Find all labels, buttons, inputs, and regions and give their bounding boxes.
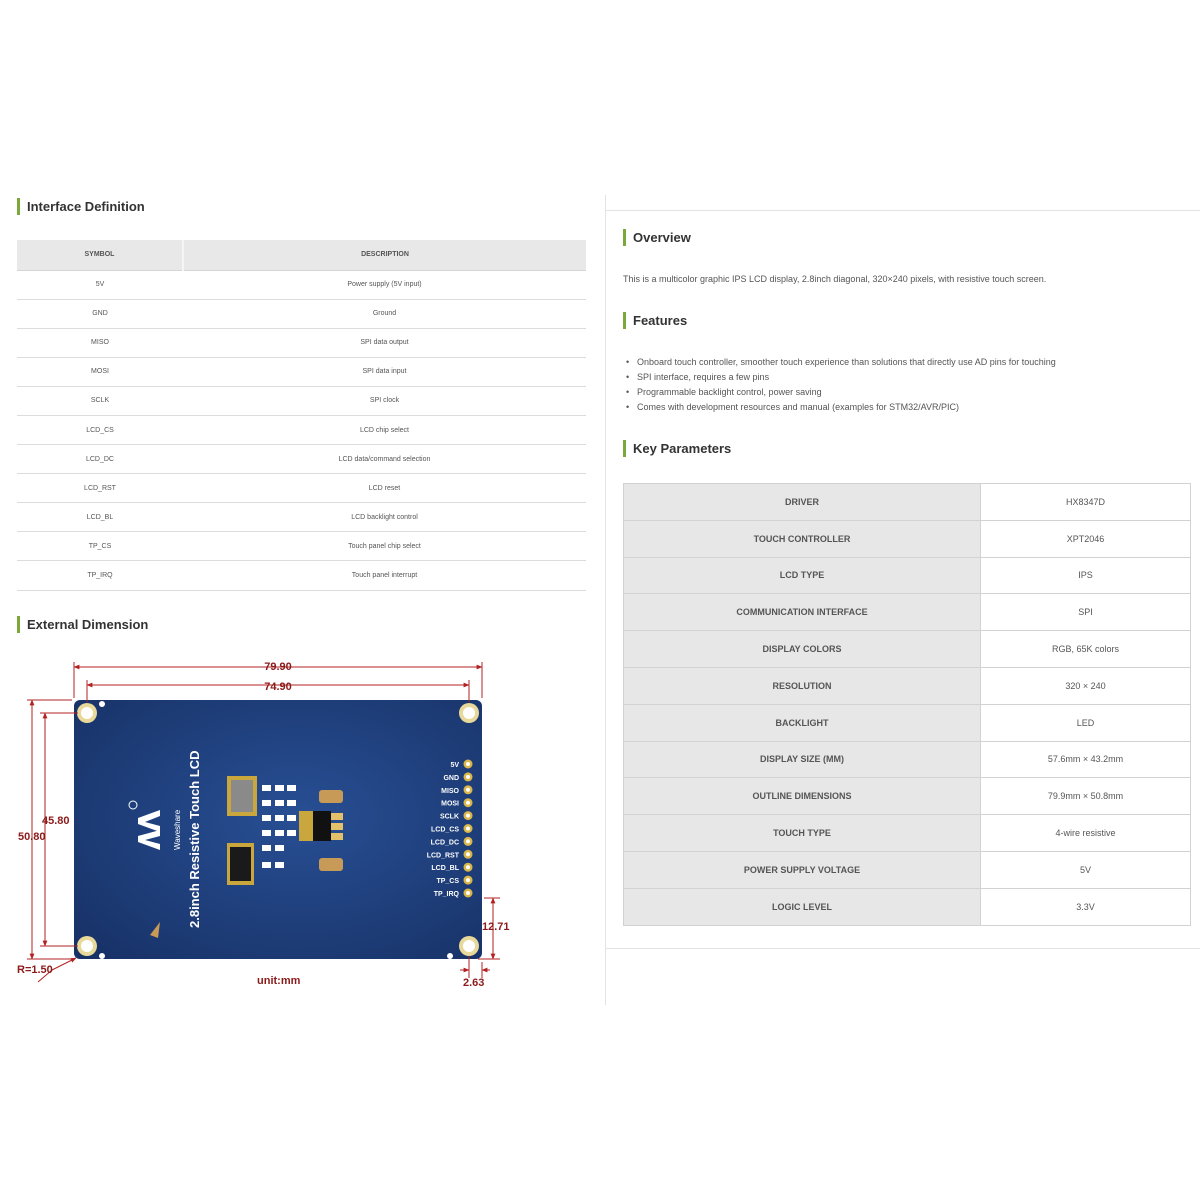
- pin-symbol: LCD_RST: [17, 474, 183, 503]
- column-divider: [605, 195, 606, 1005]
- interface-table-row: [17, 415, 586, 444]
- pin-label: 5V: [450, 762, 459, 769]
- parameter-value: 3.3V: [981, 888, 1191, 925]
- pin-description: Ground: [183, 299, 586, 328]
- overview-text: This is a multicolor graphic IPS LCD display, 2.8inch diagonal, 320×240 pixels, with resistive touch screen.: [623, 274, 1047, 284]
- parameter-row: [624, 484, 1191, 521]
- parameter-name: LCD TYPE: [624, 557, 981, 594]
- parameter-value: 79.9mm × 50.8mm: [981, 778, 1191, 815]
- pcb-board: [74, 700, 482, 959]
- ic-chip-bottom: [227, 843, 254, 885]
- pin-label: LCD_RST: [426, 852, 459, 860]
- interface-table-row: [17, 561, 586, 590]
- brand-group: [173, 809, 182, 850]
- pin-hole: [466, 878, 470, 882]
- hole-offset-v-label: 12.71: [482, 921, 510, 933]
- height-outer-label: 50.80: [18, 831, 46, 843]
- parameter-name: COMMUNICATION INTERFACE: [624, 594, 981, 631]
- parameter-row: [624, 741, 1191, 778]
- unit-label: unit:mm: [257, 975, 301, 987]
- pin-hole: [466, 865, 470, 869]
- pin-hole: [466, 827, 470, 831]
- parameter-row: [624, 815, 1191, 852]
- pin-symbol: GND: [17, 299, 183, 328]
- feature-item: • Comes with development resources and manual (examples for STM32/AVR/PIC): [623, 402, 1056, 417]
- parameter-value: LED: [981, 704, 1191, 741]
- pin-label: MISO: [441, 787, 459, 795]
- pin-label: SCLK: [439, 813, 459, 821]
- pin-hole: [466, 801, 470, 805]
- parameter-value: RGB, 65K colors: [981, 631, 1191, 668]
- symbol-column-header: SYMBOL: [17, 240, 183, 270]
- parameter-value: XPT2046: [981, 520, 1191, 557]
- pin-symbol: TP_CS: [17, 532, 183, 561]
- parameter-value: IPS: [981, 557, 1191, 594]
- pin-description: SPI data output: [183, 328, 586, 357]
- bottom-rule: [605, 948, 1200, 949]
- parameter-row: [624, 594, 1191, 631]
- parameter-name: TOUCH CONTROLLER: [624, 520, 981, 557]
- parameter-value: 5V: [981, 851, 1191, 888]
- parameter-row: [624, 631, 1191, 668]
- description-column-header: DESCRIPTION: [183, 240, 586, 270]
- hole-offset-h-label: 2.63: [463, 977, 485, 989]
- parameter-row: [624, 667, 1191, 704]
- external-dimension-heading: External Dimension: [17, 616, 148, 633]
- pin-symbol: 5V: [17, 270, 183, 299]
- pin-label: LCD_DC: [430, 839, 459, 847]
- pin-hole: [466, 762, 470, 766]
- parameter-value: 4-wire resistive: [981, 815, 1191, 852]
- pin-hole: [466, 775, 470, 779]
- parameter-value: SPI: [981, 594, 1191, 631]
- pin-symbol: LCD_CS: [17, 415, 183, 444]
- interface-table-row: [17, 532, 586, 561]
- pin-description: LCD data/command selection: [183, 445, 586, 474]
- parameter-row: [624, 778, 1191, 815]
- features-heading: Features: [623, 312, 687, 329]
- feature-item: • Onboard touch controller, smoother touch experience than solutions that directly use AD pins for touching: [623, 357, 1056, 372]
- parameter-row: [624, 704, 1191, 741]
- pin-label: MOSI: [441, 800, 459, 808]
- parameter-value: 57.6mm × 43.2mm: [981, 741, 1191, 778]
- pin-description: Power supply (5V input): [183, 270, 586, 299]
- feature-item: • Programmable backlight control, power saving: [623, 387, 1056, 402]
- pin-label: LCD_CS: [430, 826, 459, 834]
- feature-item: • SPI interface, requires a few pins: [623, 372, 1056, 387]
- pin-hole: [466, 891, 470, 895]
- pin-description: LCD reset: [183, 474, 586, 503]
- overview-heading: Overview: [623, 229, 691, 246]
- pin-label: GND: [443, 774, 459, 782]
- parameter-name: RESOLUTION: [624, 667, 981, 704]
- brand-text: Waveshare: [173, 809, 182, 850]
- interface-table-row: [17, 445, 586, 474]
- height-inner-label: 45.80: [42, 815, 70, 827]
- parameter-row: [624, 557, 1191, 594]
- parameter-name: BACKLIGHT: [624, 704, 981, 741]
- interface-table-row: [17, 357, 586, 386]
- key-parameters-table: [623, 483, 1191, 926]
- pin-symbol: MOSI: [17, 357, 183, 386]
- parameter-name: DISPLAY SIZE (MM): [624, 741, 981, 778]
- parameter-name: LOGIC LEVEL: [624, 888, 981, 925]
- parameter-row: [624, 520, 1191, 557]
- board-title: 2.8inch Resistive Touch LCD: [187, 750, 202, 928]
- pin-label: TP_IRQ: [433, 891, 459, 898]
- pin-hole: [466, 788, 470, 792]
- key-parameters-heading: Key Parameters: [623, 440, 731, 457]
- pin-symbol: TP_IRQ: [17, 561, 183, 590]
- interface-table-row: [17, 474, 586, 503]
- pin-symbol: MISO: [17, 328, 183, 357]
- width-outer-label: 79.90: [264, 661, 292, 673]
- top-rule: [605, 210, 1200, 211]
- dimension-drawing: [0, 640, 600, 1000]
- interface-table-row: [17, 328, 586, 357]
- pin-symbol: SCLK: [17, 386, 183, 415]
- pin-symbol: LCD_BL: [17, 503, 183, 532]
- pin-description: Touch panel chip select: [183, 532, 586, 561]
- pin-symbol: LCD_DC: [17, 445, 183, 474]
- parameter-name: OUTLINE DIMENSIONS: [624, 778, 981, 815]
- width-inner-label: 74.90: [264, 681, 292, 693]
- parameter-name: TOUCH TYPE: [624, 815, 981, 852]
- interface-table-row: [17, 299, 586, 328]
- parameter-value: HX8347D: [981, 484, 1191, 521]
- parameter-name: POWER SUPPLY VOLTAGE: [624, 851, 981, 888]
- parameter-row: [624, 851, 1191, 888]
- parameter-value: 320 × 240: [981, 667, 1191, 704]
- pin-hole: [466, 814, 470, 818]
- parameter-name: DISPLAY COLORS: [624, 631, 981, 668]
- ic-chip-top: [227, 776, 257, 816]
- pin-description: LCD chip select: [183, 415, 586, 444]
- pin-label: TP_CS: [436, 878, 459, 886]
- interface-definition-heading: Interface Definition: [17, 198, 145, 215]
- interface-table-header: [17, 240, 586, 270]
- radius-label: R=1.50: [17, 964, 53, 976]
- pin-description: SPI data input: [183, 357, 586, 386]
- pin-description: LCD backlight control: [183, 503, 586, 532]
- pin-description: Touch panel interrupt: [183, 561, 586, 590]
- interface-table-row: [17, 270, 586, 299]
- interface-table-row: [17, 503, 586, 532]
- pin-description: SPI clock: [183, 386, 586, 415]
- pin-hole: [466, 852, 470, 856]
- interface-table: [17, 240, 586, 591]
- parameter-name: DRIVER: [624, 484, 981, 521]
- pin-label: LCD_BL: [431, 865, 459, 873]
- board-title-group: [187, 751, 202, 928]
- interface-table-row: [17, 386, 586, 415]
- parameter-row: [624, 888, 1191, 925]
- pin-hole: [466, 839, 470, 843]
- feature-list: [623, 357, 1056, 417]
